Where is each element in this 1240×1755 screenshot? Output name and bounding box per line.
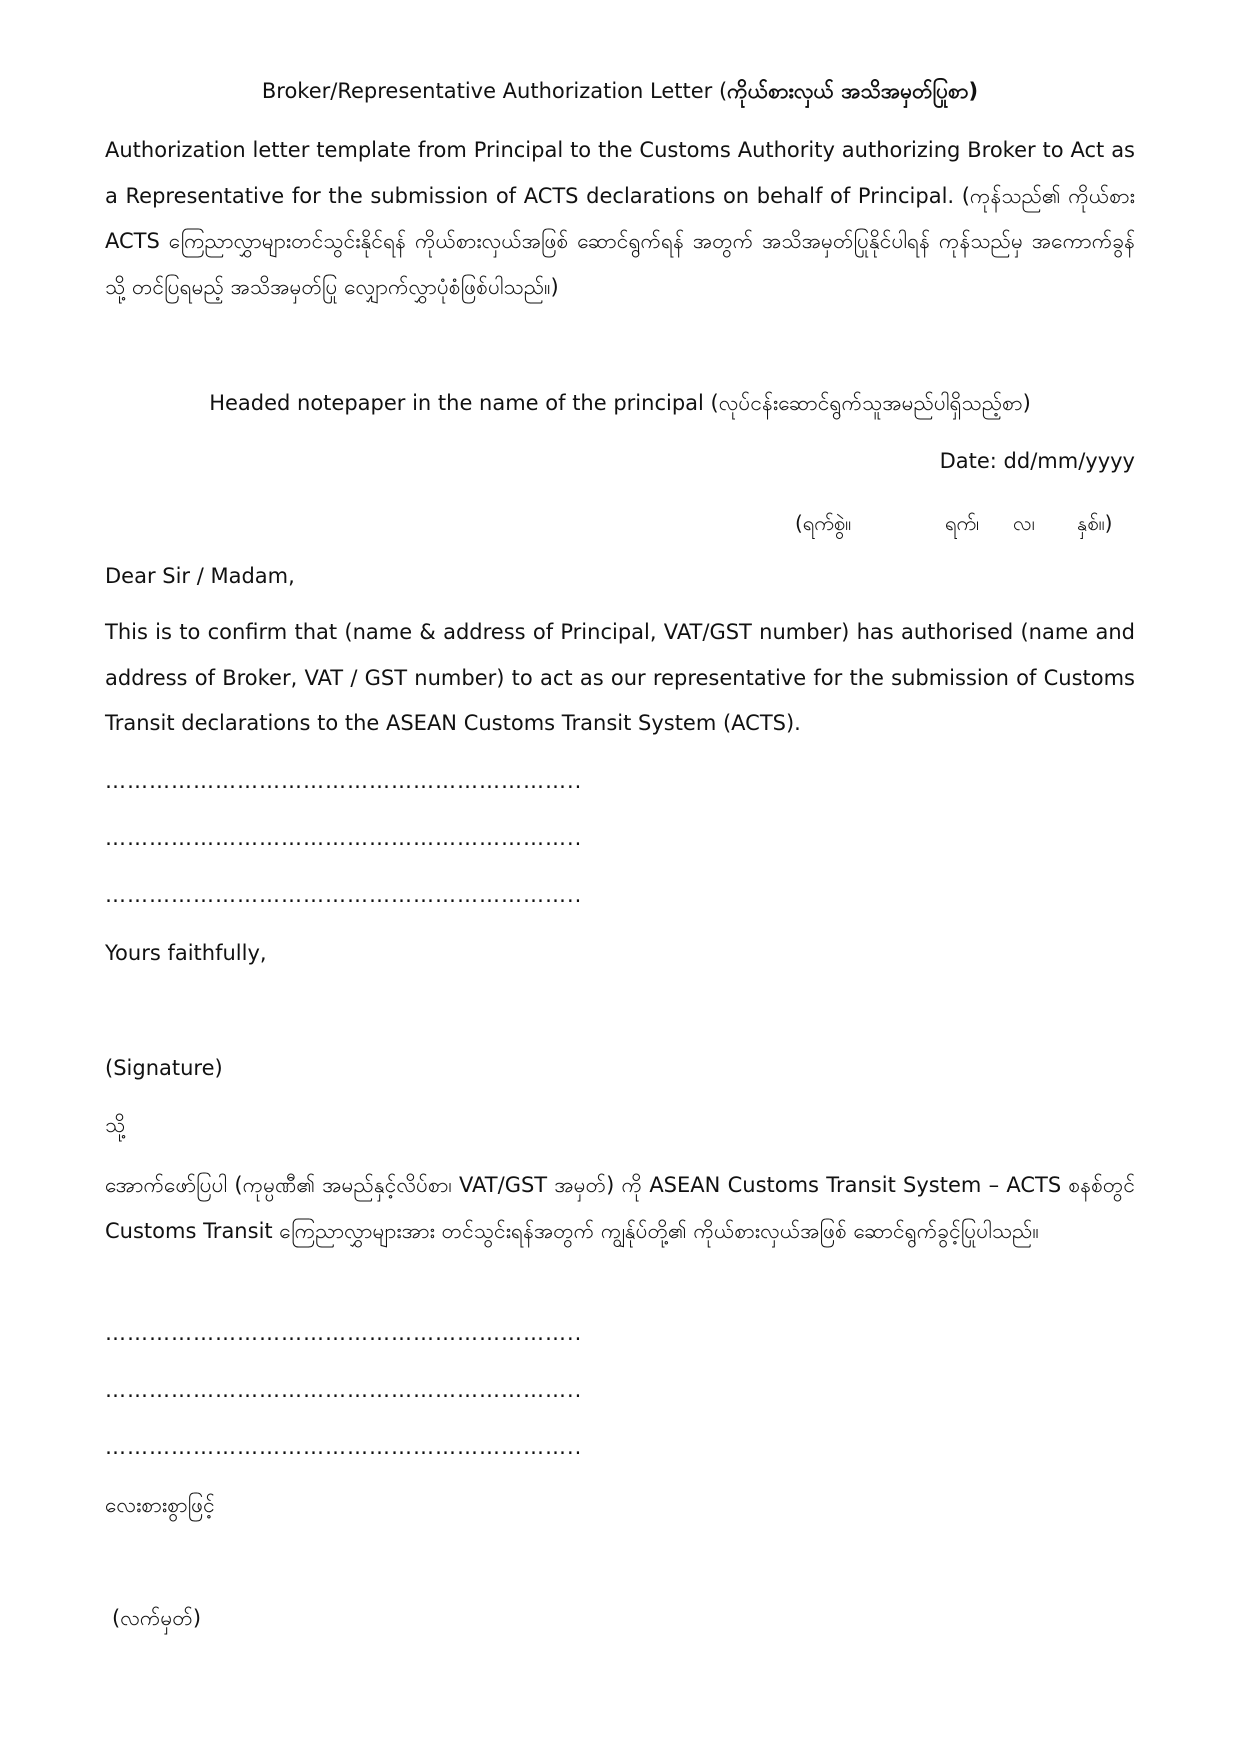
date-line: Date: dd/mm/yyyy <box>939 449 1135 473</box>
dotted-line: ……………………………………………………….. <box>105 826 583 850</box>
to-myanmar: သို့ <box>105 1113 126 1137</box>
title-close: ) <box>968 79 979 103</box>
date-myanmar-month: လ၊ <box>1013 511 1035 535</box>
dotted-line: ……………………………………………………….. <box>105 1378 583 1402</box>
headed-notepaper-line: Headed notepaper in the name of the principal (လုပ်ငန်းဆောင်ရွက်သူအမည်ပါရှိသည့်စာ) <box>209 391 1031 415</box>
closing-english: Yours faithfully, <box>105 941 267 965</box>
title-myanmar: ကိုယ်စားလှယ် အသိအမှတ်ပြုစာ <box>727 79 969 103</box>
date-myanmar-line <box>105 500 1135 546</box>
dotted-line: ……………………………………………………….. <box>105 769 583 793</box>
salutation: Dear Sir / Madam, <box>105 564 295 588</box>
body-english: This is to confirm that (name & address of Principal, VAT/GST number) has authorised (name and address of Broker, VAT / GST number) to act as our representative for the submission of Customs Transit declarations to the ASEAN Customs Transit System (ACTS). <box>105 620 1135 735</box>
dotted-line: ……………………………………………………….. <box>105 883 583 907</box>
closing-myanmar: လေးစားစွာဖြင့် <box>105 1493 215 1517</box>
title-english: Broker/Representative Authorization Letter ( <box>261 79 728 103</box>
intro-paragraph: Authorization letter template from Principal to the Customs Authority authorizing Broker to Act as a Representative for the submission of ACTS declarations on behalf of Principal. (ကုန်သည်၏ ကိုယ်စား ACTS ကြေညာလွှာများတင်သွင်းနိုင်ရန် ကိုယ်စားလှယ်အဖြစ် ဆောင်ရွက်ရန် အတွက် အသိအမှတ်ပြုနိုင်ပါရန် ကုန်သည်မှ အကောက်ခွန်သို့ တင်ပြရမည့် အသိအမှတ်ပြု လျှောက်လွှာပုံစံဖြစ်ပါသည်။) <box>105 138 1135 299</box>
document-title <box>0 68 1240 114</box>
date-myanmar-day: ရက်၊ <box>945 511 980 535</box>
date-myanmar-year: နှစ်။) <box>1077 511 1113 535</box>
dotted-line: ……………………………………………………….. <box>105 1321 583 1345</box>
signature-myanmar: (လက်မှတ်) <box>112 1606 202 1630</box>
date-myanmar-label: (ရက်စွဲ။ <box>795 511 852 535</box>
body-myanmar: အောက်ဖော်ပြပါ (ကုမ္ပဏီ၏ အမည်နှင့်လိပ်စာ၊ VAT/GST အမှတ်) ကို ASEAN Customs Transit System – ACTS စနစ်တွင် Customs Transit ကြေညာလွှာများအား တင်သွင်းရန်အတွက် ကျွန်ုပ်တို့၏ ကိုယ်စားလှယ်အဖြစ် ဆောင်ရွက်ခွင့်ပြုပါသည်။ <box>105 1173 1135 1243</box>
signature-english: (Signature) <box>105 1056 223 1080</box>
dotted-line: ……………………………………………………….. <box>105 1435 583 1459</box>
